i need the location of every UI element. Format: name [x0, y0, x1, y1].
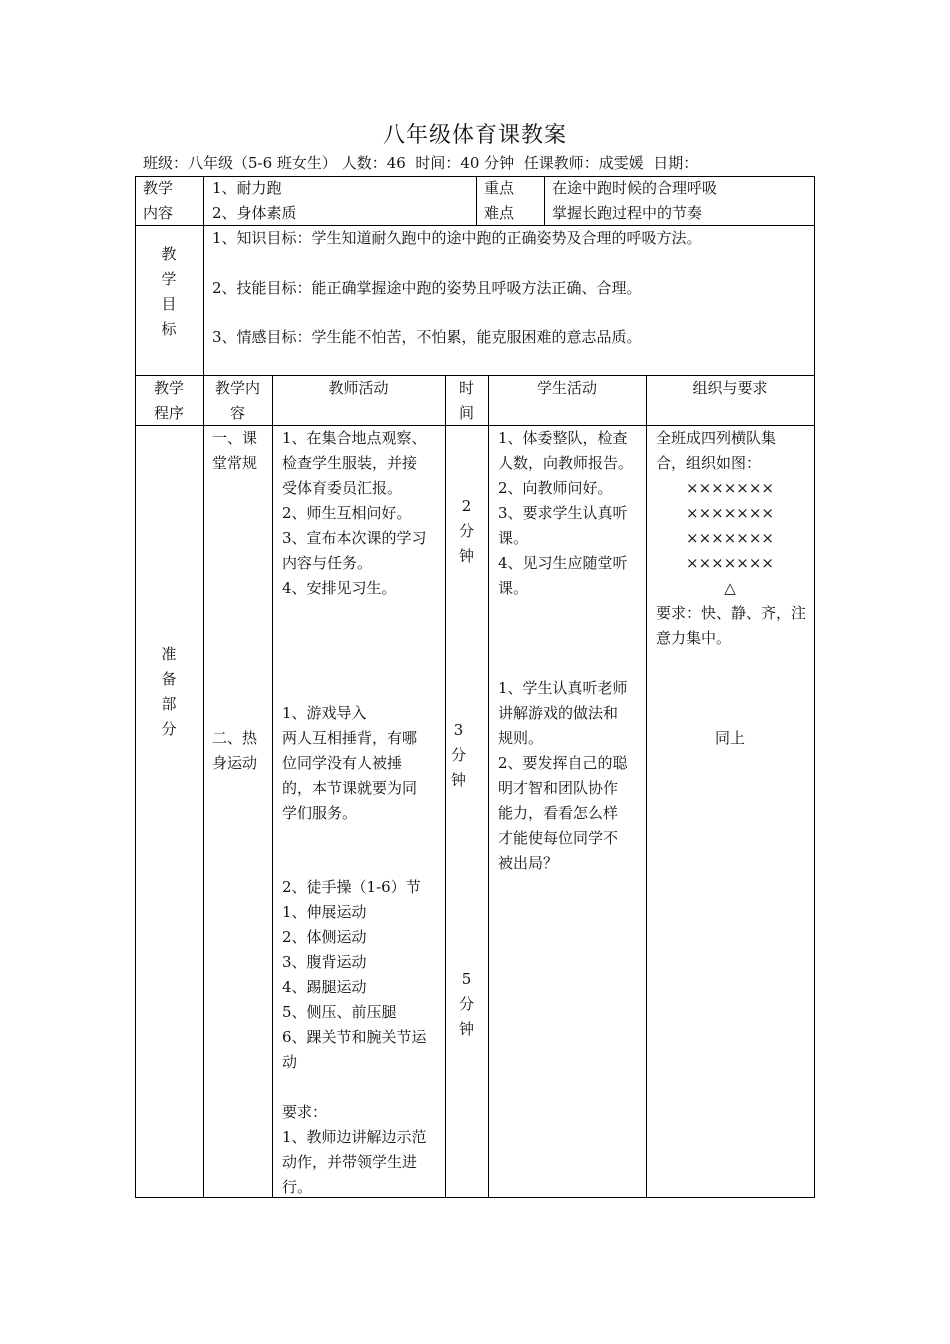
teacher-position-icon: △: [724, 579, 736, 597]
formation-row: ×××××××: [686, 479, 774, 497]
col-header-line: 容: [229, 404, 245, 422]
section-name-char: 准: [161, 645, 177, 663]
col-time-header: [445, 376, 488, 426]
goal-skill: 2、技能目标：能正确掌握途中跑的姿势且呼吸方法正确、合理。: [212, 279, 642, 297]
student-line: 能力，看看怎么样: [498, 804, 619, 822]
teacher-activity-2: [282, 701, 417, 826]
org-requirements: [656, 601, 806, 651]
teacher-line: 2、师生互相问好。: [282, 504, 412, 522]
formation-row: ×××××××: [686, 504, 774, 522]
section-name: [135, 642, 203, 742]
student-activity-2: [498, 676, 628, 876]
student-line: 课。: [498, 579, 529, 597]
time-line: 2: [461, 497, 472, 515]
teacher-line: 5、侧压、前压腿: [282, 1003, 397, 1021]
teacher-line: 行。: [282, 1178, 313, 1196]
col-student-header: 学生活动: [536, 379, 597, 397]
content-line: 一、课: [212, 429, 258, 447]
teacher-activity-3: [282, 875, 427, 1200]
org-intro: [656, 426, 776, 476]
teacher-line: 位同学没有人被捶: [282, 754, 403, 772]
section-name-char: 部: [161, 695, 177, 713]
teacher-line: 3、腹背运动: [282, 953, 367, 971]
col-header-line: 间: [458, 404, 474, 422]
teacher-line: 的，本节课就要为同: [282, 779, 418, 797]
org-line: 合，组织如图：: [656, 454, 762, 472]
teacher-line: 动: [282, 1053, 298, 1071]
col-procedure-header: [135, 376, 203, 426]
time-line: 5: [461, 970, 472, 988]
teacher-activity-1: [282, 426, 427, 601]
col-teacher-header: 教师活动: [328, 379, 389, 397]
col-header-line: 程序: [153, 404, 184, 422]
content-line: 身运动: [212, 754, 258, 772]
student-line: 3、要求学生认真听: [498, 504, 628, 522]
student-line: 2、向教师问好。: [498, 479, 613, 497]
goals-label-char: 标: [161, 320, 177, 338]
student-line: 规则。: [498, 729, 544, 747]
col-header-line: 教学内: [214, 379, 260, 397]
student-line: 明才智和团队协作: [498, 779, 619, 797]
teacher-line: 要求：: [282, 1103, 328, 1121]
student-line: 课。: [498, 529, 529, 547]
col-org-header: 组织与要求: [692, 379, 768, 397]
content-warmup: [212, 726, 257, 776]
content-label-line: 内容: [143, 204, 174, 222]
goals-label: [135, 242, 203, 342]
key-label: [484, 176, 514, 226]
student-activity-1: [498, 426, 633, 601]
content-items: [212, 176, 297, 226]
time-line: 钟: [458, 1020, 474, 1038]
key-item: 掌握长跑过程中的节奏: [552, 204, 703, 222]
key-items: [552, 176, 717, 226]
content-item: 1、耐力跑: [212, 179, 282, 197]
goals-label-char: 目: [161, 295, 177, 313]
teacher-line: 检查学生服装，并接: [282, 454, 418, 472]
student-line: 4、见习生应随堂听: [498, 554, 628, 572]
goals-label-char: 教: [161, 245, 177, 263]
time-line: 分: [458, 995, 474, 1013]
goals-label-char: 学: [161, 270, 177, 288]
time-line: 3: [453, 721, 464, 739]
content-label-line: 教学: [143, 179, 174, 197]
org-line: 全班成四列横队集: [656, 429, 777, 447]
teacher-line: 动作，并带领学生进: [282, 1153, 418, 1171]
col-content-header: [203, 376, 272, 426]
teacher-line: 3、宣布本次课的学习: [282, 529, 427, 547]
time-line: 分: [450, 746, 466, 764]
formation-row: ×××××××: [686, 554, 774, 572]
teacher-line: 2、体侧运动: [282, 928, 367, 946]
student-line: 1、体委整队，检查: [498, 429, 628, 447]
content-line: 堂常规: [212, 454, 258, 472]
col-header-line: 教学: [153, 379, 184, 397]
key-label-line: 重点: [484, 179, 515, 197]
teacher-line: 两人互相捶背，有哪: [282, 729, 418, 747]
col-header-line: 时: [458, 379, 474, 397]
teacher-line: 4、安排见习生。: [282, 579, 397, 597]
key-item: 在途中跑时候的合理呼吸: [552, 179, 718, 197]
student-line: 1、学生认真听老师: [498, 679, 628, 697]
goal-knowledge: 1、知识目标：学生知道耐久跑中的途中跑的正确姿势及合理的呼吸方法。: [212, 229, 702, 247]
teacher-line: 2、徒手操（1-6）节: [282, 878, 421, 896]
teacher-line: 学们服务。: [282, 804, 358, 822]
content-item: 2、身体素质: [212, 204, 297, 222]
org-formation-diagram: [646, 476, 814, 601]
key-label-line: 难点: [484, 204, 515, 222]
teacher-line: 6、踝关节和腕关节运: [282, 1028, 427, 1046]
student-line: 2、要发挥自己的聪: [498, 754, 628, 772]
page-title: 八年级体育课教案: [382, 123, 567, 148]
content-routine: [212, 426, 257, 476]
time-line: 钟: [450, 771, 466, 789]
formation-row: ×××××××: [686, 529, 774, 547]
time-routine: [445, 494, 488, 569]
time-exercise: [445, 967, 488, 1042]
student-line: 被出局？: [498, 854, 559, 872]
teacher-line: 1、游戏导入: [282, 704, 367, 722]
time-line: 钟: [458, 547, 474, 565]
section-name-char: 备: [161, 670, 177, 688]
time-line: 分: [458, 522, 474, 540]
org-same-as-above: 同上: [714, 729, 745, 747]
student-line: 讲解游戏的做法和: [498, 704, 619, 722]
teacher-line: [282, 1075, 427, 1100]
content-label: [143, 176, 173, 226]
student-line: 人数，向教师报告。: [498, 454, 634, 472]
org-line: 要求：快、静、齐，注: [656, 604, 807, 622]
section-name-char: 分: [161, 720, 177, 738]
teacher-line: 1、在集合地点观察、: [282, 429, 427, 447]
student-line: 才能使每位同学不: [498, 829, 619, 847]
time-game: [437, 718, 480, 793]
teacher-line: 1、教师边讲解边示范: [282, 1128, 427, 1146]
class-info-line: 班级：八年级（5-6 班女生） 人数：46 时间：40 分钟 任课教师：成雯媛 日期：: [143, 154, 699, 172]
teacher-line: 1、伸展运动: [282, 903, 367, 921]
teacher-line: 4、踢腿运动: [282, 978, 367, 996]
teacher-line: 受体育委员汇报。: [282, 479, 403, 497]
org-line: 意力集中。: [656, 629, 732, 647]
teacher-line: 内容与任务。: [282, 554, 373, 572]
goal-emotion: 3、情感目标：学生能不怕苦，不怕累，能克服困难的意志品质。: [212, 328, 642, 346]
content-line: 二、热: [212, 729, 258, 747]
